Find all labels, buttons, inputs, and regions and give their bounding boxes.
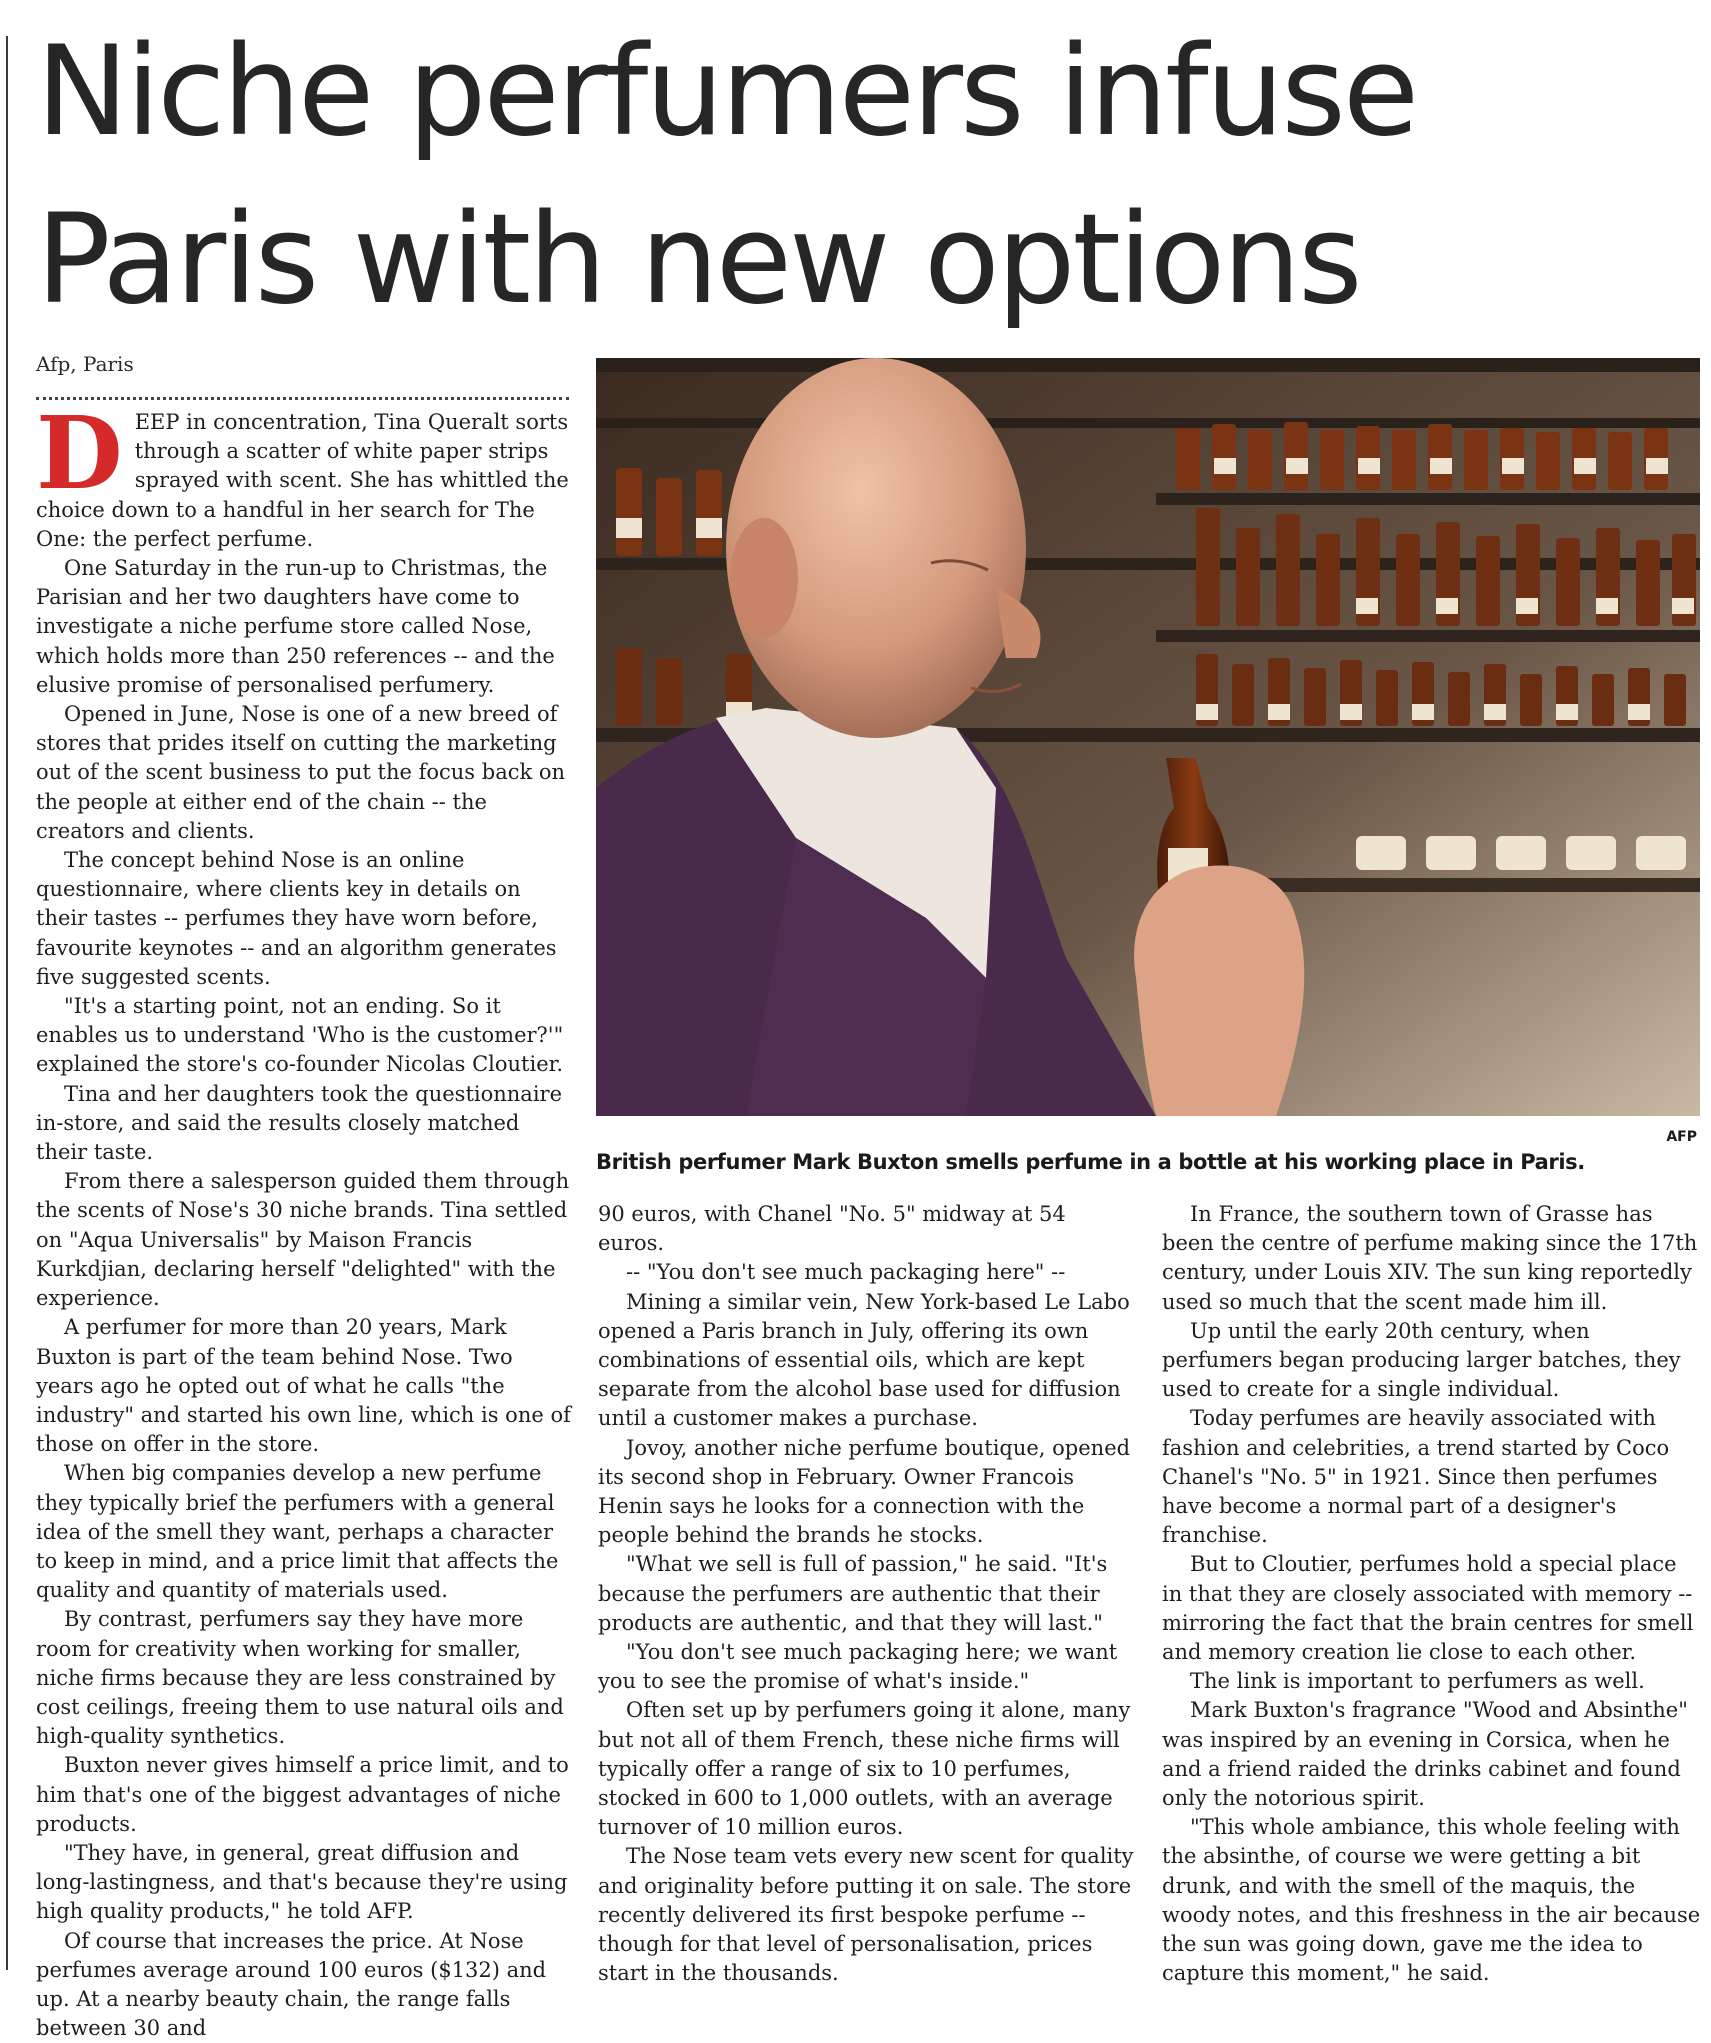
article-paragraph: "It's a starting point, not an ending. So it enables us to understand 'Who is the customer?'" explained the store's co-founder Nicolas Cloutier. (36, 994, 564, 1077)
article-paragraph (36, 394, 572, 554)
article-paragraph: "You don't see much packaging here; we want you to see the promise of what's inside." (598, 1640, 1118, 1694)
article-subhead: -- "You don't see much packaging here" -- (626, 1260, 1066, 1285)
article-paragraph: Mining a similar vein, New York-based Le Labo opened a Paris branch in July, offering its own combinations of essential oils, which are kept separate from the alcohol base used for diffusion until a customer makes a purchase. (598, 1289, 1130, 1431)
article-paragraph: Buxton never gives himself a price limit, and to him that's one of the biggest advantages of niche products. (36, 1753, 569, 1836)
article-paragraph: Opened in June, Nose is one of a new breed of stores that prides itself on cutting the marketing out of the scent business to put the focus back on the people at either end of the chain -- the creators and clients. (36, 702, 566, 843)
photo-credit: AFP (1666, 1129, 1697, 1145)
perfumer-photo-illustration (596, 358, 1700, 1116)
article-paragraph: The Nose team vets every new scent for quality and originality before putting it on sale. The store recently delivered its first bespoke perfume -- though for that level of personalisation, prices start in the thousands. (598, 1844, 1134, 1986)
article-paragraph: "What we sell is full of passion," he said. "It's because the perfumers are authentic that their products are authentic, and that they will last." (598, 1552, 1108, 1635)
article-paragraph: Tina and her daughters took the questionnaire in-store, and said the results closely matched their taste. (36, 1081, 563, 1165)
drop-cap: D (36, 394, 123, 512)
article-paragraph: Of course that increases the price. At Nose perfumes average around 100 euros ($132) and up. At a nearby beauty chain, the range falls between 30 and (36, 1928, 547, 2041)
article-column-1 (36, 394, 572, 2043)
article-paragraph: In France, the southern town of Grasse has been the centre of perfume making since the 17th century, under Louis XIV. The sun king reportedly used so much that the scent made him ill. (1162, 1202, 1698, 1314)
article-paragraph: From there a salesperson guided them through the scents of Nose's 30 niche brands. Tina settled on "Aqua Universalis" by Maison Francis Kurkdjian, declaring herself "delighted" with the experience. (36, 1169, 570, 1311)
article-photo (596, 358, 1700, 1116)
article-paragraph: Mark Buxton's fragrance "Wood and Absinthe" was inspired by an evening in Corsica, when he and a friend raided the drinks cabinet and found only the notorious spirit. (1162, 1698, 1688, 1811)
page-left-rule (6, 36, 8, 1970)
article-paragraph: The concept behind Nose is an online questionnaire, where clients key in details on their tastes -- perfumes they have worn before, favourite keynotes -- and an algorithm generates five suggested scents. (36, 848, 557, 989)
article-paragraph: By contrast, perfumers say they have more room for creativity when working for smaller, niche firms because they are less constrained by cost ceilings, freeing them to use natural oils and high-quality synthetics. (36, 1607, 564, 1749)
article-paragraph: 90 euros, with Chanel "No. 5" midway at 54 euros. (598, 1202, 1066, 1256)
headline: Niche perfumers infuse Paris with new options (36, 20, 1417, 332)
article-column-2 (598, 1200, 1138, 1988)
article-paragraph: Today perfumes are heavily associated with fashion and celebrities, a trend started by Coco Chanel's "No. 5" in 1921. Since then perfumes have become a normal part of a designer's franchise. (1162, 1406, 1670, 1548)
article-paragraph: Jovoy, another niche perfume boutique, opened its second shop in February. Owner Francois Henin says he looks for a connection with the people behind the brands he stocks. (598, 1435, 1131, 1548)
article-paragraph: When big companies develop a new perfume they typically brief the perfumers with a general idea of the smell they want, perhaps a character to keep in mind, and a price limit that affects the quality and quantity of materials used. (36, 1461, 559, 1603)
photo-caption: British perfumer Mark Buxton smells perfume in a bottle at his working place in Paris. (596, 1150, 1585, 1174)
article-paragraph: One Saturday in the run-up to Christmas, the Parisian and her two daughters have come to investigate a niche perfume store called Nose, which holds more than 250 references -- and the elusive promise of personalised perfumery. (36, 556, 555, 697)
article-paragraph: The link is important to perfumers as well. (1190, 1669, 1645, 1694)
article-column-3 (1162, 1200, 1702, 1988)
article-paragraph: A perfumer for more than 20 years, Mark Buxton is part of the team behind Nose. Two years ago he opted out of what he calls "the industry" and started his own line, which is one of those on offer in the store. (36, 1315, 571, 1457)
paragraph-text: EEP in concentration, Tina Queralt sorts through a scatter of white paper strips sprayed with scent. She has whittled the choice down to a handful in her search for The One: the perfect perfume. (36, 410, 569, 551)
article-paragraph: Up until the early 20th century, when perfumers began producing larger batches, they used to create for a single individual. (1162, 1318, 1681, 1402)
article-paragraph: "They have, in general, great diffusion and long-lastingness, and that's because they're using high quality products," he told AFP. (36, 1840, 568, 1924)
article-paragraph: "This whole ambiance, this whole feeling with the absinthe, of course we were getting a bit drunk, and with the smell of the maquis, the woody notes, and this freshness in the air because the sun was going down, gave me the idea to capture this moment," he said. (1162, 1815, 1701, 1986)
article-paragraph: Often set up by perfumers going it alone, many but not all of them French, these niche firms will typically offer a range of six to 10 perfumes, stocked in 600 to 1,000 outlets, with an average turnover of 10 million euros. (598, 1698, 1131, 1840)
article-paragraph: But to Cloutier, perfumes hold a special place in that they are closely associated with memory -- mirroring the fact that the brain centres for smell and memory creation lie close to each other. (1162, 1552, 1694, 1665)
byline: Afp, Paris (36, 352, 134, 376)
